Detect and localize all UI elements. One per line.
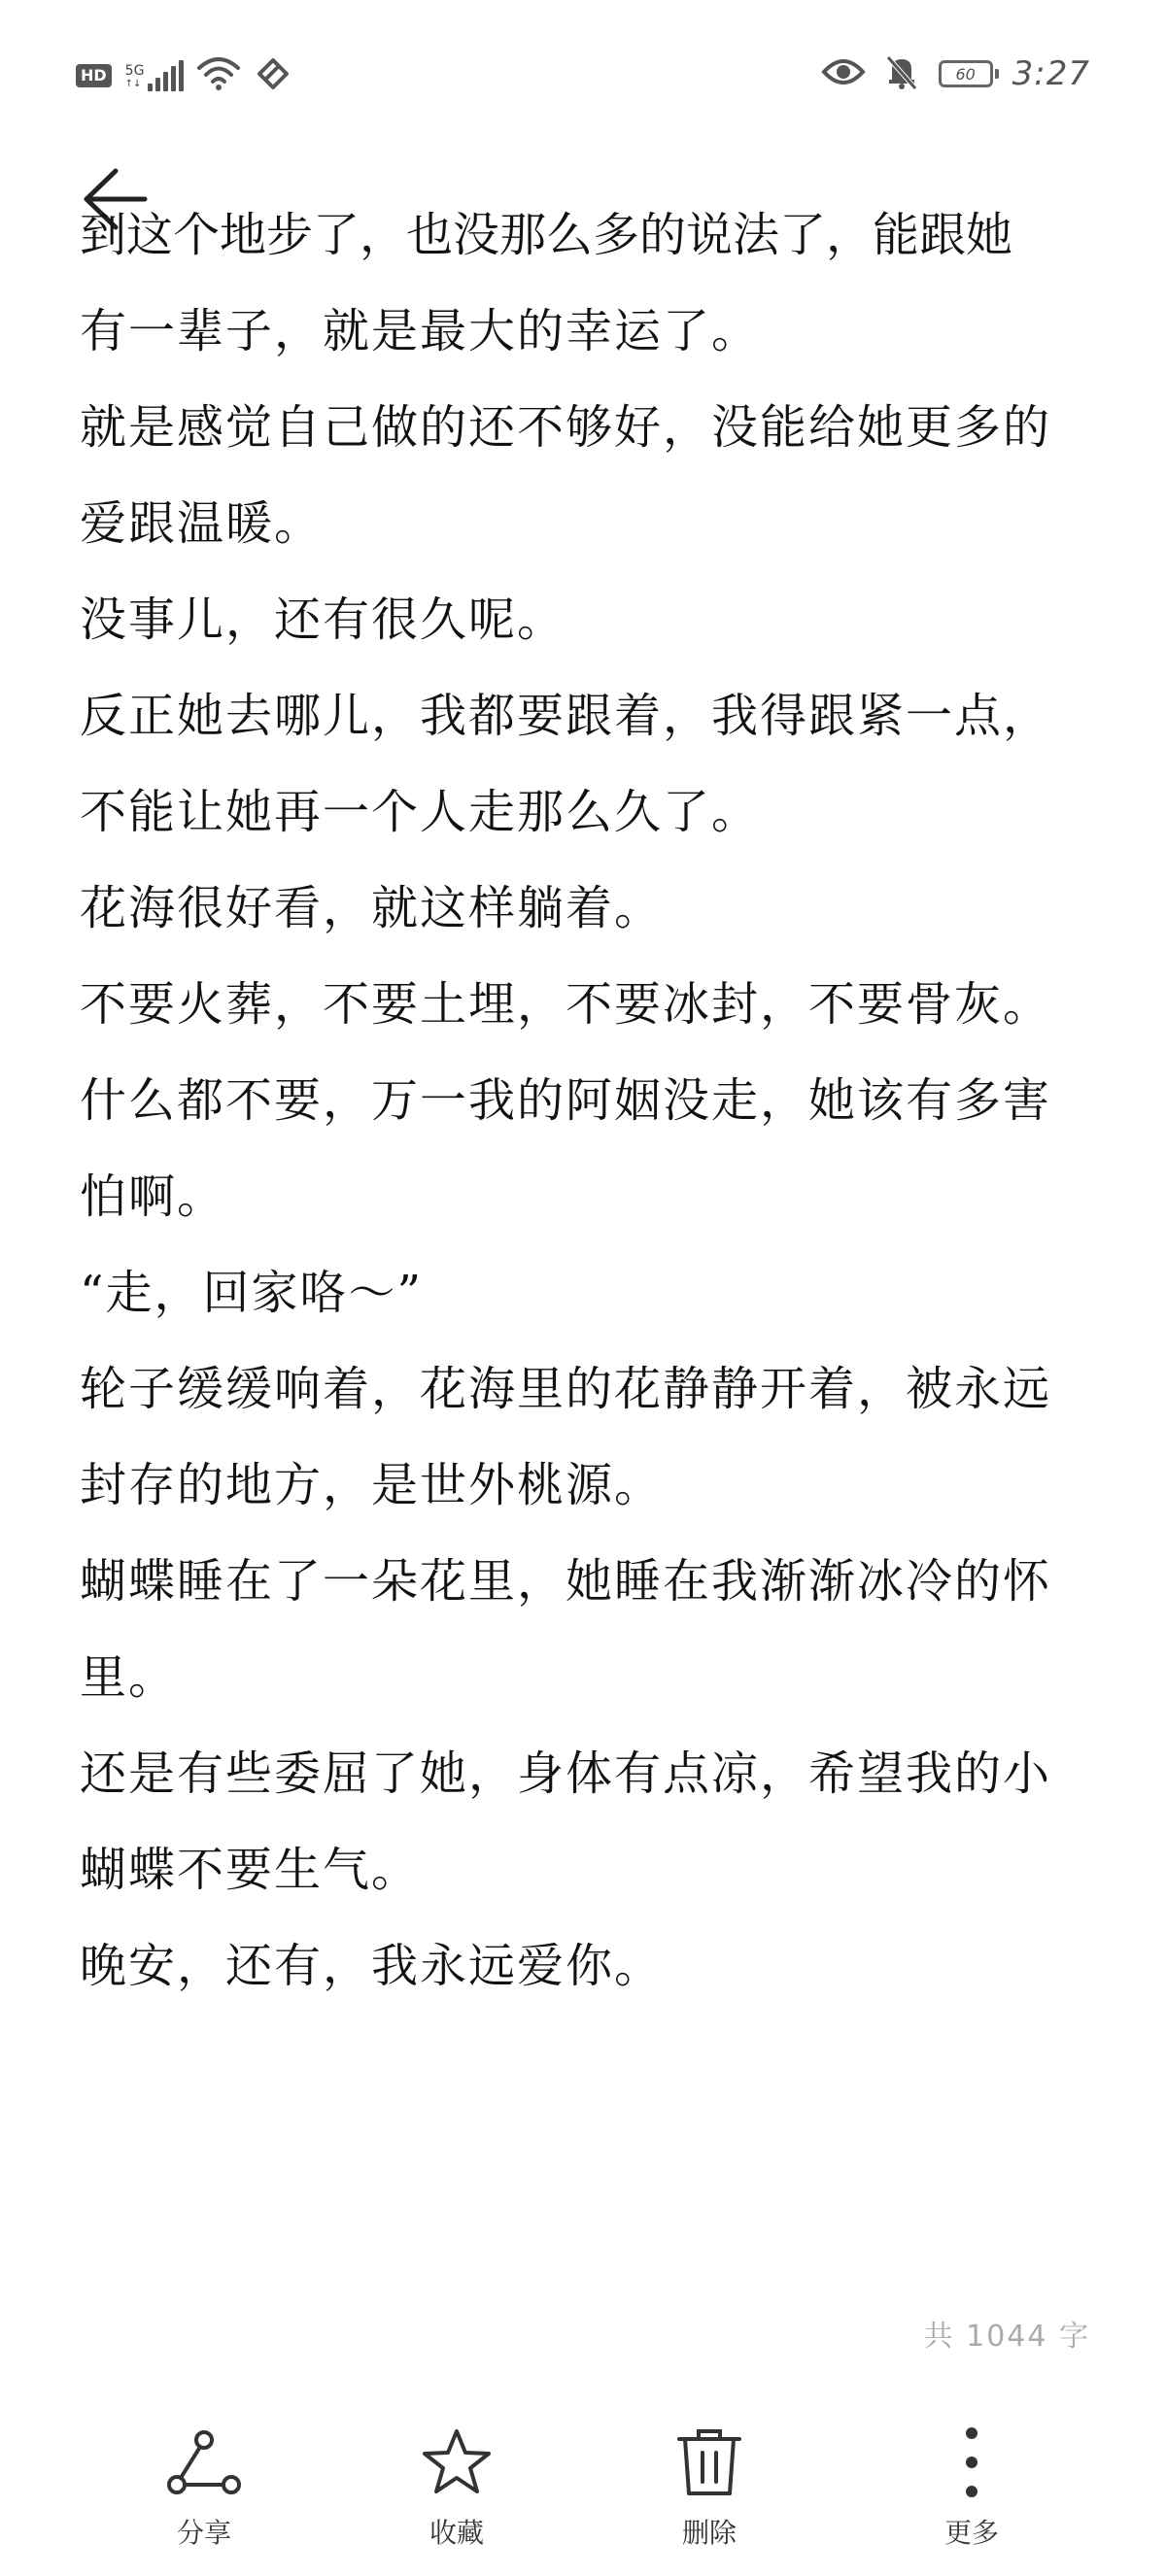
status-left bbox=[76, 54, 292, 97]
hd-badge: HD bbox=[76, 64, 112, 87]
paragraph: 没事儿，还有很久呢。 bbox=[80, 593, 566, 647]
nfc-icon bbox=[254, 56, 292, 95]
paragraph: 反正她去哪儿，我都要跟着，我得跟紧一点，不能让她再一个人走那么久了。 bbox=[80, 689, 1052, 839]
share-button[interactable] bbox=[136, 2419, 272, 2551]
more-button[interactable] bbox=[904, 2419, 1040, 2551]
paragraph: “走，回家咯～” bbox=[80, 1266, 424, 1320]
more-vertical-icon bbox=[928, 2419, 1015, 2506]
paragraph: 有一辈子，就是最大的幸运了。 bbox=[80, 304, 761, 358]
clock: 3:27 bbox=[1012, 54, 1090, 93]
share-label: 分享 bbox=[176, 2517, 231, 2549]
paragraph: 还是有些委屈了她，身体有点凉，希望我的小蝴蝶不要生气。 bbox=[80, 1746, 1052, 1897]
bell-off-icon bbox=[884, 53, 919, 94]
paragraph: 不要火葬，不要土埋，不要冰封，不要骨灰。 bbox=[80, 977, 1052, 1032]
network-sub: ↑↓ bbox=[124, 79, 142, 89]
paragraph: 蝴蝶睡在了一朵花里，她睡在我渐渐冰冷的怀里。 bbox=[80, 1554, 1052, 1705]
wifi-icon bbox=[197, 56, 240, 95]
delete-label: 删除 bbox=[681, 2517, 737, 2549]
favorite-button[interactable] bbox=[389, 2419, 525, 2551]
signal-indicator bbox=[125, 60, 185, 91]
trash-icon bbox=[666, 2419, 753, 2506]
paragraph: 花海很好看，就这样躺着。 bbox=[80, 881, 664, 935]
status-right bbox=[822, 52, 1090, 95]
bottom-toolbar bbox=[0, 2419, 1166, 2574]
more-label: 更多 bbox=[943, 2517, 999, 2549]
paragraph: 就是感觉自己做的还不够好，没能给她更多的爱跟温暖。 bbox=[80, 400, 1052, 551]
battery-icon bbox=[939, 60, 993, 87]
status-bar bbox=[0, 0, 1166, 146]
favorite-label: 收藏 bbox=[429, 2517, 484, 2549]
eye-icon bbox=[822, 56, 865, 91]
network-label: 5G bbox=[124, 63, 145, 79]
battery-level: 60 bbox=[955, 64, 976, 84]
paragraph: 轮子缓缓响着，花海里的花静静开着，被永远封存的地方，是世外桃源。 bbox=[80, 1362, 1052, 1512]
clipped-text-line: 到这个地步了，也没那么多的说法了，能跟她 bbox=[80, 208, 1013, 262]
paragraph: 晚安，还有，我永远爱你。 bbox=[80, 1939, 664, 1993]
paragraph: 什么都不要，万一我的阿姻没走，她该有多害怕啊。 bbox=[80, 1073, 1052, 1224]
share-icon bbox=[160, 2419, 248, 2506]
word-count: 共 1044 字 bbox=[923, 2320, 1090, 2354]
delete-button[interactable] bbox=[641, 2419, 777, 2551]
signal-bars-icon bbox=[148, 60, 184, 91]
star-icon bbox=[413, 2419, 500, 2506]
note-content[interactable] bbox=[80, 208, 1090, 2093]
